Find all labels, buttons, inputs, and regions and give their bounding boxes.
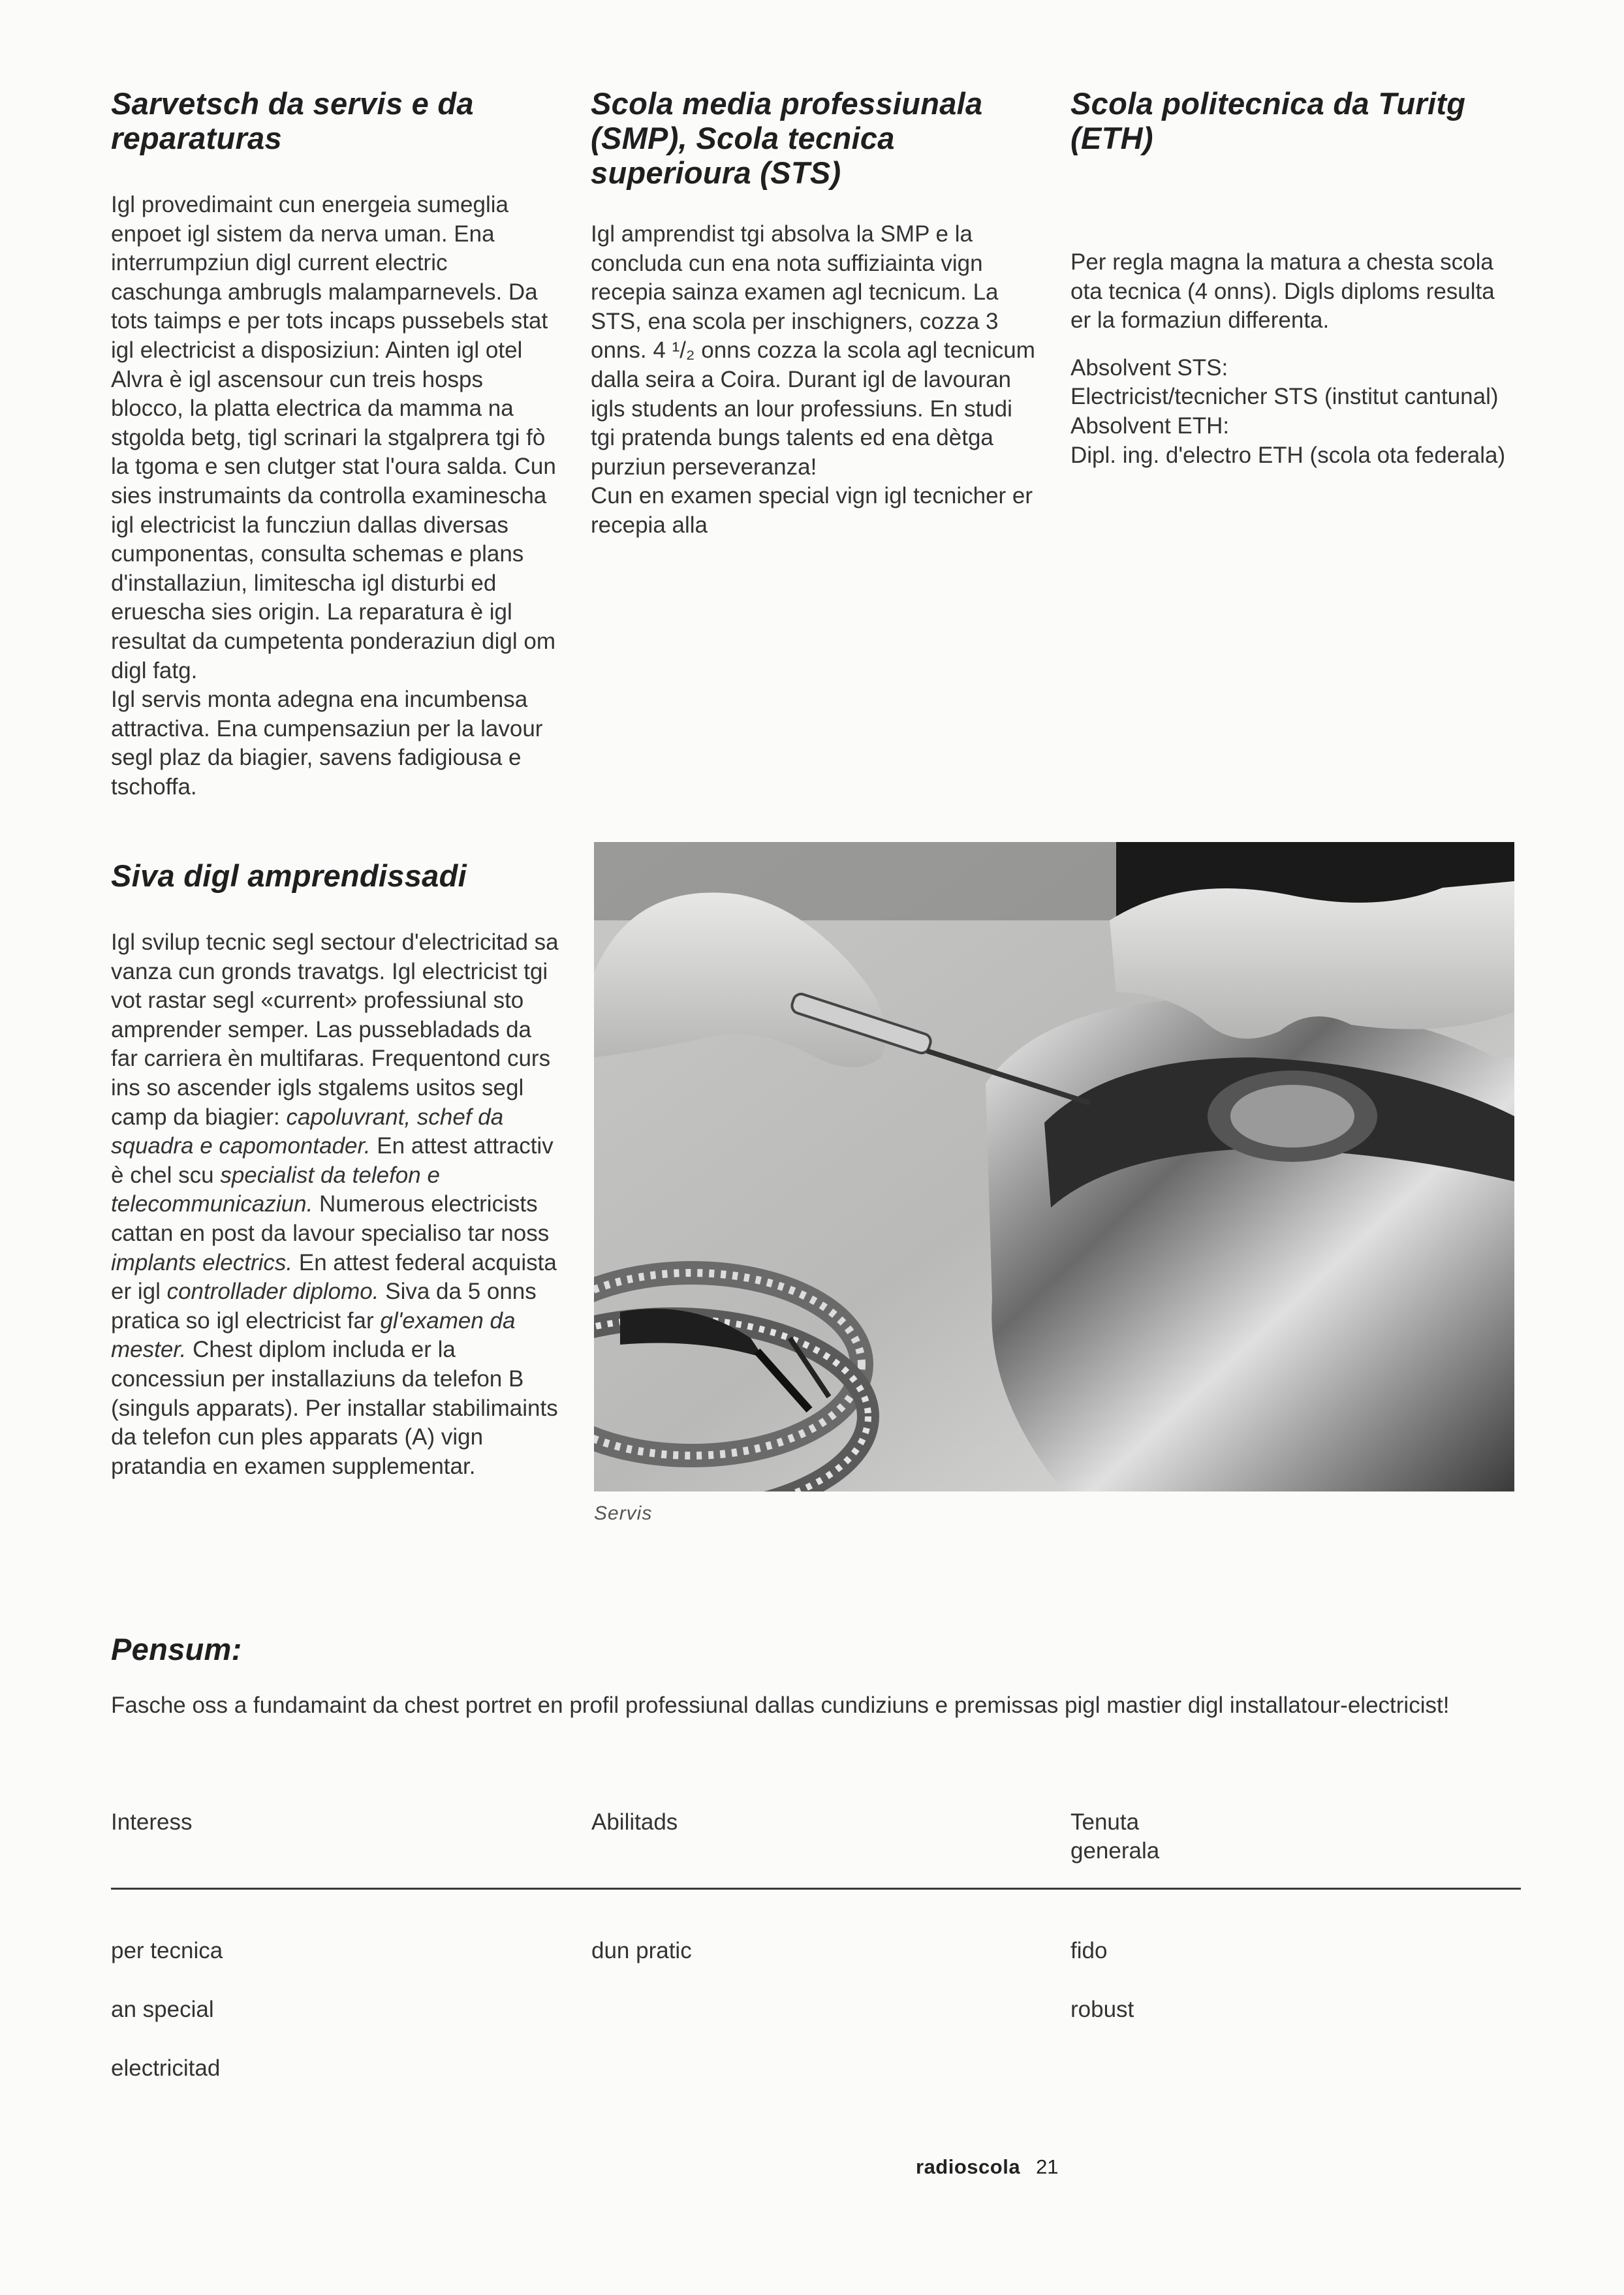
- section-pensum: [111, 1632, 1521, 1721]
- heading-eth: Scola politecnica da Turitg (ETH): [1070, 86, 1466, 155]
- column-smp-sts: [591, 86, 1041, 540]
- column-header-abilitads: Abilitads: [591, 1809, 678, 1835]
- paragraph: Igl amprendist tgi absolva la SMP e la concluda cun ena nota suffiziainta vign recepia sainza examen agl tecnicum. La STS, ena scola per inschigners, cozza 3 onns. 4 ¹/₂ onns cozza la scola agl tecnicum dalla seira a Coira. Durant igl de lavouran igls students an lour professiuns. En studi tgi pratenda bungs talents ed ena dètga purziun perseveranza!: [591, 221, 1035, 480]
- text-servis: [111, 191, 561, 802]
- text-span: Numerous electricists cattan en post da lavour specialiso tar noss: [111, 1191, 550, 1246]
- text-span: Chest diplom includa er la concessiun per installaziuns da telefon B (singuls apparats). Per installar stabilimaints da telefon cun ples apparats (A) vign pratandia en examen supplementar.: [111, 1337, 558, 1479]
- column-servis: [111, 86, 561, 802]
- column-header-tenuta: Tenuta generala: [1070, 1809, 1160, 1864]
- italic-term: specialist da telefon e telecommunicaziun.: [111, 1162, 440, 1217]
- iron-repair-photo: [594, 842, 1514, 1491]
- column-header-interess: Interess: [111, 1809, 193, 1835]
- list-item: dun pratic: [591, 1938, 692, 1963]
- table-divider: [111, 1888, 1521, 1890]
- heading-pensum: Pensum:: [111, 1632, 242, 1666]
- pensum-intro: Fasche oss a fundamaint da chest portret en profil professiunal dallas cundiziuns e premissas pigl mastier digl installatour-electricist!: [111, 1693, 1450, 1718]
- list-item: robust: [1070, 1997, 1134, 2022]
- text-smp-sts: [591, 220, 1041, 540]
- heading-servis: Sarvetsch da servis e da reparaturas: [111, 86, 474, 155]
- paragraph: Cun en examen special vign igl tecnicher er recepia alla: [591, 483, 1033, 538]
- page-number: 21: [1036, 2155, 1059, 2178]
- text-span: En attest attractiv è chel scu: [111, 1133, 554, 1188]
- photo-caption: Servis: [594, 1503, 653, 1524]
- publication-name: radioscola: [916, 2155, 1021, 2178]
- italic-term: controllader diplomo.: [166, 1279, 379, 1305]
- photo-servis: [594, 842, 1514, 1491]
- text-span: Igl svilup tecnic segl sectour d'electricitad sa vanza cun gronds travatgs. Igl electricist tgi vot rastar segl «current» professiunal sto amprender semper. Las pussebladads da far carriera èn multifaras. Frequentond curs ins so ascender igls stgalems usitos segl camp da biagier:: [111, 929, 559, 1130]
- list-item: electricitad: [111, 2055, 221, 2081]
- heading-siva: Siva digl amprendissadi: [111, 858, 467, 893]
- italic-term: capoluvrant, schef da squadra e capomontader.: [111, 1104, 504, 1159]
- heading-smp-sts: Scola media professiunala (SMP), Scola tecnica superioura (STS): [591, 86, 983, 190]
- text-span: En attest federal acquista er igl: [111, 1249, 557, 1305]
- list-item: fido: [1070, 1938, 1108, 1963]
- paragraph: Igl servis monta adegna ena incumbensa attractiva. Ena cumpensaziun per la lavour segl plaz da biagier, savens fadigiousa e tschoffa.: [111, 687, 543, 800]
- text-span: Siva da 5 onns pratica so igl electricist far: [111, 1279, 537, 1334]
- list-item: per tecnica: [111, 1938, 223, 1963]
- text-siva: [111, 928, 561, 1481]
- list-item: an special: [111, 1997, 214, 2022]
- section-siva: [111, 858, 561, 1481]
- italic-term: gl'examen da mester.: [111, 1307, 516, 1363]
- paragraph: Electricist/tecnicher STS (institut cantunal): [1070, 384, 1499, 410]
- column-eth: [1070, 86, 1521, 470]
- paragraph: Absolvent ETH:: [1070, 413, 1230, 439]
- page-footer: [916, 2155, 1059, 2179]
- paragraph: Dipl. ing. d'electro ETH (scola ota federala): [1070, 442, 1506, 468]
- paragraph: Igl provedimaint cun energeia sumeglia enpoet igl sistem da nerva uman. Ena interrumpziun digl current electric caschunga ambrugls malamparnevels. Da tots taimps e per tots incaps pussebels stat igl electricist a disposiziun: Ainten igl otel Alvra è igl ascensour cun treis hosps blocco, la platta electrica da mamma na stgolda betg, tigl scrinari la stgalprera tgi fò la tgoma e sen clutger stat l'oura salda. Cun sies instrumaints da controlla examinescha igl electricist la funcziun dallas diversas cumponentas, consulta schemas e plans d'installaziun, limitescha igl disturbi ed eruescha sies origin. La reparatura è igl resultat da cumpetenta ponderaziun digl om digl fatg.: [111, 192, 556, 683]
- text-eth: [1070, 248, 1521, 470]
- italic-term: implants electrics.: [111, 1249, 293, 1275]
- paragraph: Per regla magna la matura a chesta scola ota tecnica (4 onns). Digls diploms resulta er la formaziun differenta.: [1070, 249, 1495, 334]
- paragraph: Absolvent STS:: [1070, 354, 1228, 381]
